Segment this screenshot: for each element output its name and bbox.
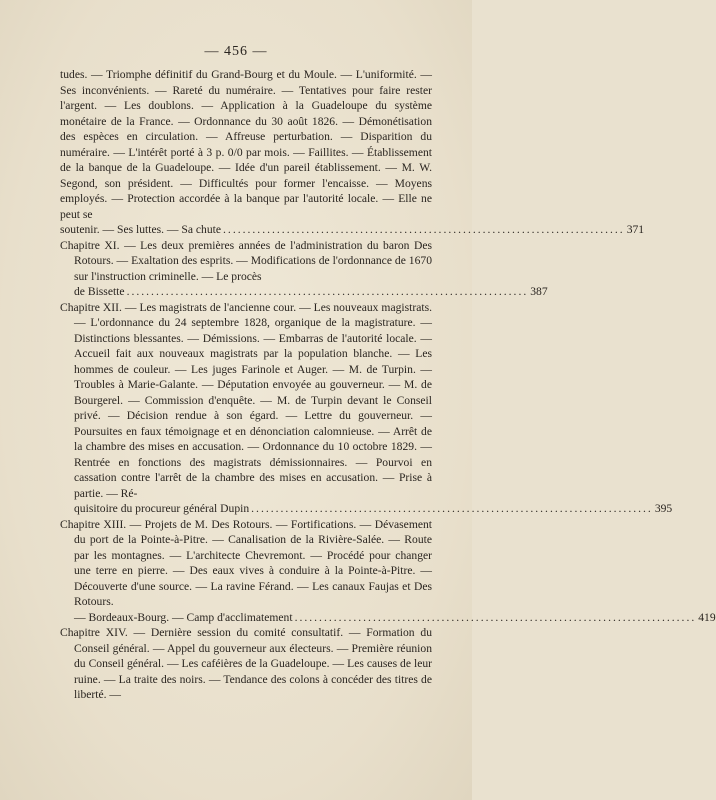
dot-leader: .................................................................................. [126, 285, 529, 298]
toc-entry-chapter-xiii [60, 517, 716, 626]
toc-entry-text: Chapitre XI. — Les deux premières années de l'administration du baron Des Rotours. — Exaltation des esprits. — Modifications de l'ordonnance de 1670 sur l'instruction criminelle. — Le procès [60, 238, 432, 283]
toc-entry-text: tudes. — Triomphe définitif du Grand-Bourg et du Moule. — L'uniformité. — Ses inconvénients. — Rareté du numéraire. — Tentatives pour faire rester l'argent. — Les doublons. — Application à la Guadeloupe du système monétaire de la France. — Ordonnance du 30 août 1826. — Démonétisation des espèces en circulation. — Affreuse perturbation. — Disparition du numéraire. — L'intérêt porté à 3 p. 0/0 par mois. — Faillites. — Établissement de la banque de la Guadeloupe. — Idée d'un pareil établissement. — M. W. Segond, son président. — Difficultés pour former l'encaisse. — Moyens employés. — Protection accordée à la banque par l'autorité locale. — Elle ne peut se [60, 68, 432, 221]
toc-entry-chapter-xi [60, 238, 548, 300]
toc-entry-last-line: soutenir. — Ses luttes. — Sa chute [60, 223, 222, 236]
toc-entry-chapter-xiv [60, 625, 432, 703]
dot-leader: .................................................................................. [251, 502, 653, 515]
page-number: — 456 — [204, 44, 268, 59]
toc-entry-last-line: quisitoire du procureur général Dupin [74, 502, 250, 515]
toc-page-ref: 395 [654, 502, 673, 515]
dot-leader: .................................................................................. [223, 223, 625, 236]
toc-page-ref: 371 [626, 223, 645, 236]
dot-leader: .................................................................................. [294, 610, 697, 624]
toc-entry-last-line: de Bissette [74, 285, 125, 298]
toc-leader-line [74, 284, 548, 300]
toc-entry-continuation [60, 67, 645, 238]
toc-leader-line [74, 610, 716, 626]
toc-entry-text: Chapitre XII. — Les magistrats de l'ancienne cour. — Les nouveaux magistrats. — L'ordonnance du 24 septembre 1828, organique de la magistrature. — Distinctions blessantes. — Démissions. — Embarras de l'autorité locale. — Accueil fait aux nouveaux magistrats par la population blanche. — Les hommes de couleur. — Les juges Farinole et Auger. — M. de Turpin. — Troubles à Marie-Galante. — Députation envoyée au gouverneur. — M. de Bourgerel. — Commission d'enquête. — M. de Turpin devant le Conseil privé. — Décision rendue à son égard. — Lettre du gouverneur. — Poursuites en faux témoignage et en dénonciation calomnieuse. — Arrêt de la chambre des mises en accusation. — Ordonnance du 10 octobre 1829. — Rentrée en fonctions des magistrats démissionnaires. — Pourvoi en cassation contre l'arrêt de la chambre des mises en accusation. — Prise à partie. — Ré- [60, 300, 432, 500]
toc-entry-text: Chapitre XIII. — Projets de M. Des Rotours. — Fortifications. — Dévasement du port de la Pointe-à-Pitre. — Canalisation de la Rivière-Salée. — Route par les montagnes. — L'architecte Chevremont. — Procédé pour changer une terre en pierre. — Des eaux vives à conduire à la Pointe-à-Pitre. — Découverte d'une source. — La ravine Férand. — Les canaux Faujas et Des Rotours. [60, 517, 432, 608]
toc-leader-line [74, 501, 673, 517]
toc-entry-chapter-xii [60, 300, 673, 517]
toc-page-ref: 387 [530, 285, 548, 298]
toc-page-ref: 419 [698, 610, 716, 624]
toc-entry-last-line: — Bordeaux-Bourg. — Camp d'acclimatement [74, 610, 293, 624]
toc-leader-line [60, 222, 645, 238]
table-of-contents [60, 67, 716, 703]
toc-entry-text: Chapitre XIV. — Dernière session du comité consultatif. — Formation du Conseil général. — Appel du gouverneur aux électeurs. — Première réunion du Conseil général. — Les caféières de la Guadeloupe. — Les causes de leur ruine. — La traite des noirs. — Tendance des colons à concéder des titres de liberté. — [60, 626, 432, 701]
